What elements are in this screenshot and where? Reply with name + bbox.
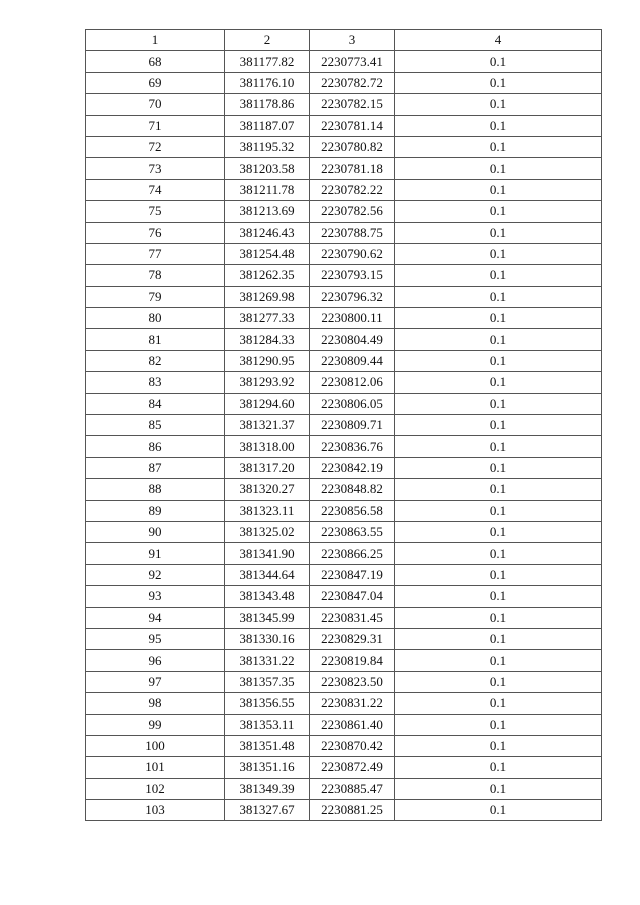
table-row [86,800,602,821]
cell-x-coordinate: 381331.22 [225,650,310,671]
table-row [86,136,602,157]
cell-y-coordinate: 2230831.45 [310,607,395,628]
cell-y-coordinate: 2230819.84 [310,650,395,671]
coordinates-table [85,29,602,821]
table-row [86,372,602,393]
cell-accuracy: 0.1 [395,457,602,478]
table-row [86,693,602,714]
cell-y-coordinate: 2230790.62 [310,243,395,264]
cell-x-coordinate: 381356.55 [225,693,310,714]
cell-accuracy: 0.1 [395,650,602,671]
cell-y-coordinate: 2230796.32 [310,286,395,307]
cell-point-number: 93 [86,586,225,607]
cell-accuracy: 0.1 [395,607,602,628]
header-cell-y-coordinate: 3 [310,30,395,51]
cell-point-number: 92 [86,564,225,585]
cell-y-coordinate: 2230866.25 [310,543,395,564]
cell-accuracy: 0.1 [395,372,602,393]
cell-accuracy: 0.1 [395,543,602,564]
cell-y-coordinate: 2230812.06 [310,372,395,393]
cell-x-coordinate: 381269.98 [225,286,310,307]
cell-accuracy: 0.1 [395,671,602,692]
table-row [86,179,602,200]
cell-accuracy: 0.1 [395,115,602,136]
cell-y-coordinate: 2230773.41 [310,51,395,72]
cell-y-coordinate: 2230870.42 [310,735,395,756]
cell-accuracy: 0.1 [395,800,602,821]
cell-x-coordinate: 381317.20 [225,457,310,478]
cell-x-coordinate: 381277.33 [225,308,310,329]
cell-point-number: 94 [86,607,225,628]
table-row [86,94,602,115]
cell-accuracy: 0.1 [395,479,602,500]
cell-accuracy: 0.1 [395,94,602,115]
cell-accuracy: 0.1 [395,393,602,414]
cell-accuracy: 0.1 [395,136,602,157]
cell-x-coordinate: 381321.37 [225,415,310,436]
table-row [86,714,602,735]
table-row [86,115,602,136]
cell-point-number: 101 [86,757,225,778]
cell-accuracy: 0.1 [395,286,602,307]
cell-point-number: 73 [86,158,225,179]
table-row [86,158,602,179]
header-row [86,30,602,51]
cell-point-number: 103 [86,800,225,821]
table-row [86,671,602,692]
cell-accuracy: 0.1 [395,586,602,607]
cell-x-coordinate: 381325.02 [225,521,310,542]
cell-accuracy: 0.1 [395,778,602,799]
cell-point-number: 100 [86,735,225,756]
cell-x-coordinate: 381187.07 [225,115,310,136]
cell-point-number: 68 [86,51,225,72]
cell-accuracy: 0.1 [395,735,602,756]
cell-x-coordinate: 381213.69 [225,201,310,222]
cell-point-number: 89 [86,500,225,521]
cell-accuracy: 0.1 [395,201,602,222]
cell-point-number: 80 [86,308,225,329]
cell-y-coordinate: 2230842.19 [310,457,395,478]
cell-y-coordinate: 2230881.25 [310,800,395,821]
cell-x-coordinate: 381177.82 [225,51,310,72]
cell-x-coordinate: 381211.78 [225,179,310,200]
cell-x-coordinate: 381320.27 [225,479,310,500]
cell-x-coordinate: 381293.92 [225,372,310,393]
table-row [86,479,602,500]
cell-point-number: 83 [86,372,225,393]
cell-y-coordinate: 2230782.72 [310,72,395,93]
cell-point-number: 69 [86,72,225,93]
cell-y-coordinate: 2230793.15 [310,265,395,286]
cell-x-coordinate: 381323.11 [225,500,310,521]
table-row [86,51,602,72]
cell-x-coordinate: 381203.58 [225,158,310,179]
cell-x-coordinate: 381351.48 [225,735,310,756]
cell-y-coordinate: 2230806.05 [310,393,395,414]
cell-point-number: 71 [86,115,225,136]
cell-x-coordinate: 381345.99 [225,607,310,628]
cell-x-coordinate: 381330.16 [225,628,310,649]
cell-point-number: 87 [86,457,225,478]
cell-y-coordinate: 2230823.50 [310,671,395,692]
cell-x-coordinate: 381357.35 [225,671,310,692]
cell-y-coordinate: 2230847.19 [310,564,395,585]
cell-y-coordinate: 2230885.47 [310,778,395,799]
cell-y-coordinate: 2230788.75 [310,222,395,243]
table-row [86,500,602,521]
cell-accuracy: 0.1 [395,179,602,200]
cell-point-number: 85 [86,415,225,436]
cell-x-coordinate: 381341.90 [225,543,310,564]
cell-x-coordinate: 381343.48 [225,586,310,607]
cell-accuracy: 0.1 [395,564,602,585]
cell-point-number: 88 [86,479,225,500]
header-cell-point-number: 1 [86,30,225,51]
table-row [86,607,602,628]
cell-accuracy: 0.1 [395,308,602,329]
cell-accuracy: 0.1 [395,693,602,714]
cell-point-number: 98 [86,693,225,714]
cell-y-coordinate: 2230809.44 [310,350,395,371]
table-row [86,415,602,436]
cell-y-coordinate: 2230872.49 [310,757,395,778]
cell-x-coordinate: 381318.00 [225,436,310,457]
header-cell-x-coordinate: 2 [225,30,310,51]
cell-y-coordinate: 2230781.14 [310,115,395,136]
table-row [86,650,602,671]
table-header [86,30,602,51]
cell-point-number: 74 [86,179,225,200]
header-cell-accuracy: 4 [395,30,602,51]
cell-x-coordinate: 381344.64 [225,564,310,585]
table-row [86,265,602,286]
cell-point-number: 86 [86,436,225,457]
cell-y-coordinate: 2230861.40 [310,714,395,735]
cell-y-coordinate: 2230831.22 [310,693,395,714]
cell-y-coordinate: 2230847.04 [310,586,395,607]
cell-y-coordinate: 2230800.11 [310,308,395,329]
cell-x-coordinate: 381351.16 [225,757,310,778]
cell-x-coordinate: 381353.11 [225,714,310,735]
cell-x-coordinate: 381195.32 [225,136,310,157]
cell-accuracy: 0.1 [395,72,602,93]
cell-point-number: 91 [86,543,225,564]
cell-x-coordinate: 381284.33 [225,329,310,350]
cell-x-coordinate: 381176.10 [225,72,310,93]
table-row [86,735,602,756]
cell-point-number: 72 [86,136,225,157]
cell-point-number: 95 [86,628,225,649]
cell-point-number: 82 [86,350,225,371]
cell-point-number: 99 [86,714,225,735]
cell-point-number: 90 [86,521,225,542]
cell-accuracy: 0.1 [395,521,602,542]
cell-point-number: 97 [86,671,225,692]
cell-y-coordinate: 2230848.82 [310,479,395,500]
cell-accuracy: 0.1 [395,628,602,649]
table-row [86,393,602,414]
cell-accuracy: 0.1 [395,158,602,179]
cell-point-number: 76 [86,222,225,243]
cell-accuracy: 0.1 [395,265,602,286]
cell-point-number: 96 [86,650,225,671]
table-row [86,201,602,222]
cell-y-coordinate: 2230836.76 [310,436,395,457]
cell-x-coordinate: 381290.95 [225,350,310,371]
cell-accuracy: 0.1 [395,222,602,243]
cell-accuracy: 0.1 [395,243,602,264]
cell-point-number: 78 [86,265,225,286]
cell-x-coordinate: 381349.39 [225,778,310,799]
cell-x-coordinate: 381294.60 [225,393,310,414]
table-row [86,757,602,778]
cell-point-number: 84 [86,393,225,414]
table-row [86,564,602,585]
table-row [86,543,602,564]
table-row [86,628,602,649]
cell-point-number: 79 [86,286,225,307]
table-row [86,243,602,264]
cell-point-number: 77 [86,243,225,264]
cell-y-coordinate: 2230809.71 [310,415,395,436]
cell-y-coordinate: 2230782.15 [310,94,395,115]
table-row [86,72,602,93]
cell-y-coordinate: 2230856.58 [310,500,395,521]
cell-y-coordinate: 2230782.22 [310,179,395,200]
cell-point-number: 70 [86,94,225,115]
table-row [86,521,602,542]
cell-accuracy: 0.1 [395,329,602,350]
cell-point-number: 75 [86,201,225,222]
cell-y-coordinate: 2230829.31 [310,628,395,649]
cell-accuracy: 0.1 [395,415,602,436]
cell-point-number: 102 [86,778,225,799]
table-row [86,308,602,329]
cell-accuracy: 0.1 [395,350,602,371]
table-body [86,51,602,821]
cell-accuracy: 0.1 [395,714,602,735]
table-row [86,286,602,307]
cell-accuracy: 0.1 [395,51,602,72]
cell-x-coordinate: 381178.86 [225,94,310,115]
cell-x-coordinate: 381254.48 [225,243,310,264]
table-row [86,222,602,243]
cell-y-coordinate: 2230782.56 [310,201,395,222]
cell-point-number: 81 [86,329,225,350]
table-row [86,586,602,607]
table-row [86,329,602,350]
table-row [86,457,602,478]
cell-x-coordinate: 381246.43 [225,222,310,243]
cell-accuracy: 0.1 [395,436,602,457]
cell-y-coordinate: 2230804.49 [310,329,395,350]
cell-x-coordinate: 381262.35 [225,265,310,286]
cell-x-coordinate: 381327.67 [225,800,310,821]
cell-y-coordinate: 2230781.18 [310,158,395,179]
cell-accuracy: 0.1 [395,757,602,778]
cell-accuracy: 0.1 [395,500,602,521]
table-row [86,350,602,371]
cell-y-coordinate: 2230780.82 [310,136,395,157]
table-row [86,778,602,799]
table-row [86,436,602,457]
cell-y-coordinate: 2230863.55 [310,521,395,542]
